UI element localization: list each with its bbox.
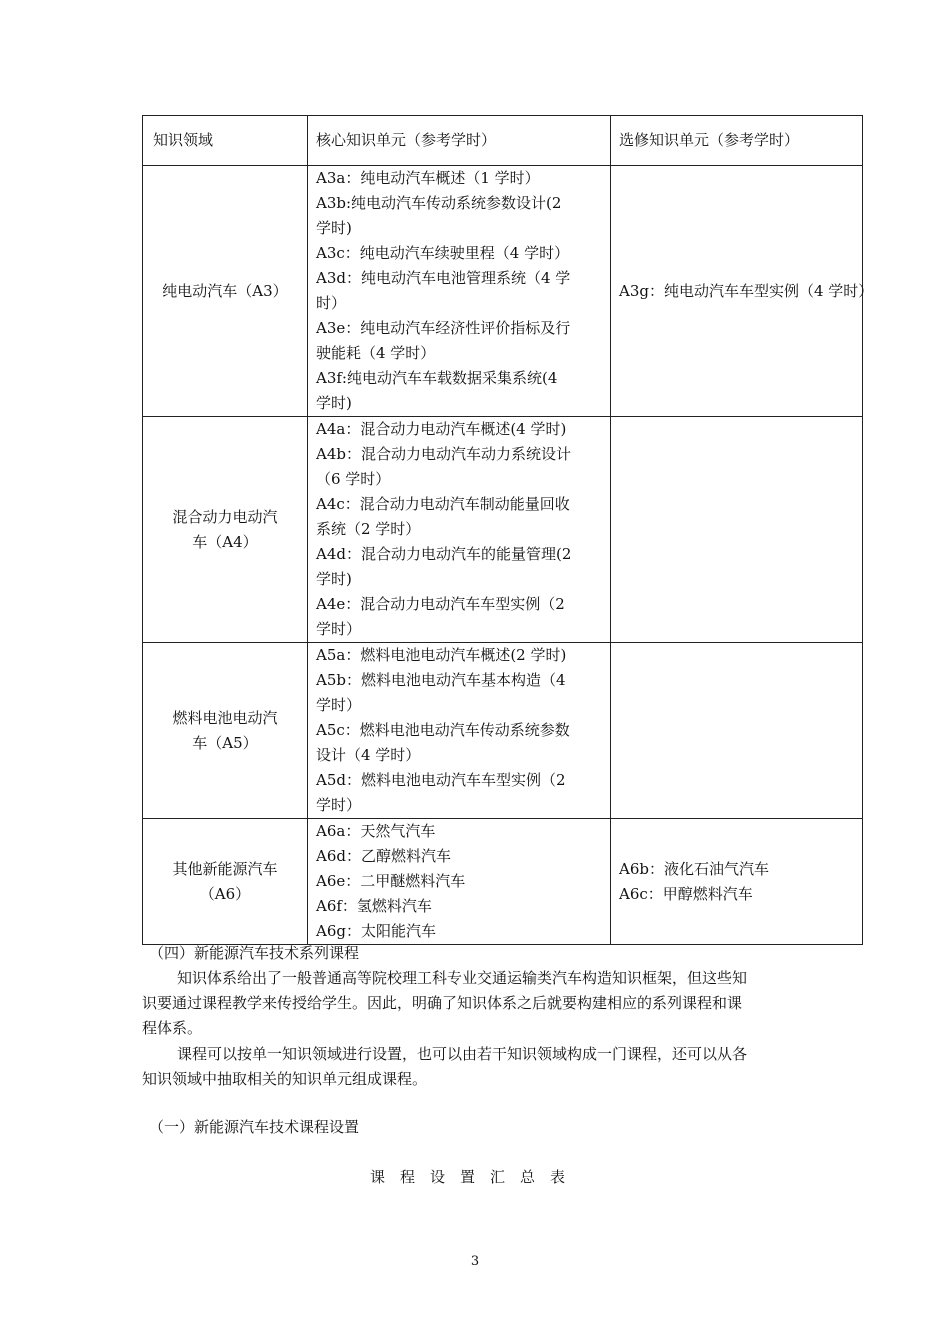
section-heading: （四）新能源汽车技术系列课程 [149, 944, 360, 962]
cell-line: 学时） [316, 796, 362, 814]
table-row [143, 166, 863, 417]
cell-line: 车（A5） [192, 733, 258, 752]
paragraph-line: 知识体系给出了一般普通高等院校理工科专业交通运输类汽车构造知识框架，但这些知 [177, 969, 748, 987]
cell-line: 驶能耗（4 学时） [316, 344, 436, 362]
cell-line: 学时) [316, 570, 352, 588]
table-row [143, 417, 863, 643]
page-number: 3 [470, 1254, 480, 1269]
cell-line: A5c：燃料电池电动汽车传动系统参数 [316, 721, 570, 739]
area-cell [143, 819, 308, 945]
cell-line: 车（A4） [192, 532, 258, 551]
cell-line: A6b：液化石油气汽车 [619, 859, 769, 878]
core-cell [308, 643, 611, 819]
area-cell [143, 643, 308, 819]
cell-line: 混合动力电动汽 [172, 507, 278, 526]
cell-line: A3a：纯电动汽车概述（1 学时） [316, 169, 540, 187]
elective-cell [611, 417, 863, 643]
cell-line: A3c：纯电动汽车续驶里程（4 学时） [316, 244, 570, 262]
table-row [143, 643, 863, 819]
summary-table-title: 课程设置汇总表 [369, 1168, 580, 1186]
cell-line: A5d：燃料电池电动汽车车型实例（2 [316, 771, 566, 789]
elective-cell [611, 643, 863, 819]
cell-line: A4c：混合动力电动汽车制动能量回收 [316, 495, 570, 513]
header-area: 知识领域 [143, 116, 308, 166]
cell-line: 燃料电池电动汽 [172, 708, 278, 727]
cell-line: A6g：太阳能汽车 [316, 922, 436, 940]
cell-line: 纯电动汽车（A3） [162, 281, 288, 300]
paragraph-line: 识要通过课程教学来传授给学生。因此，明确了知识体系之后就要构建相应的系列课程和课 [142, 994, 743, 1012]
cell-line: 学时） [316, 620, 362, 638]
cell-line: 设计（4 学时） [316, 746, 421, 764]
area-cell [143, 166, 308, 417]
cell-line: A4a：混合动力电动汽车概述(4 学时) [316, 420, 567, 438]
cell-line: A3e：纯电动汽车经济性评价指标及行 [316, 319, 571, 337]
cell-line: A6d：乙醇燃料汽车 [316, 847, 451, 865]
cell-line: A3g：纯电动汽车车型实例（4 学时） [619, 281, 874, 300]
elective-cell [611, 819, 863, 945]
header-elective: 选修知识单元（参考学时） [611, 116, 863, 166]
paragraph-line: 课程可以按单一知识领域进行设置，也可以由若干知识领域构成一门课程，还可以从各 [177, 1045, 748, 1063]
core-cell [308, 819, 611, 945]
cell-line: 时） [316, 294, 347, 312]
cell-line: A6e：二甲醚燃料汽车 [316, 872, 466, 890]
core-cell [308, 417, 611, 643]
cell-line: A3b:纯电动汽车传动系统参数设计(2 [316, 194, 562, 212]
cell-line: A5a：燃料电池电动汽车概述(2 学时) [316, 646, 567, 664]
cell-line: A6c：甲醇燃料汽车 [619, 884, 753, 903]
cell-line: A3f:纯电动汽车车载数据采集系统(4 [316, 369, 558, 387]
cell-line: 学时) [316, 394, 352, 412]
header-core: 核心知识单元（参考学时） [308, 116, 611, 166]
cell-line: A6a：天然气汽车 [316, 822, 436, 840]
cell-line: 其他新能源汽车 [172, 859, 278, 878]
cell-line: A5b：燃料电池电动汽车基本构造（4 [316, 671, 566, 689]
core-cell [308, 166, 611, 417]
cell-line: （A6） [199, 884, 251, 903]
cell-line: A4b：混合动力电动汽车动力系统设计 [316, 445, 571, 463]
cell-line: A6f：氢燃料汽车 [316, 897, 432, 915]
paragraph-line: 程体系。 [142, 1019, 203, 1037]
cell-line: A4e：混合动力电动汽车车型实例（2 [316, 595, 565, 613]
cell-line: A4d：混合动力电动汽车的能量管理(2 [316, 545, 572, 563]
subsection-heading: （一）新能源汽车技术课程设置 [149, 1118, 360, 1136]
cell-line: 学时) [316, 219, 352, 237]
table-header-row [143, 116, 863, 166]
cell-line: 系统（2 学时） [316, 520, 421, 538]
area-cell [143, 417, 308, 643]
elective-cell [611, 166, 874, 417]
cell-line: 学时） [316, 696, 362, 714]
table-row [143, 819, 863, 945]
paragraph-line: 知识领域中抽取相关的知识单元组成课程。 [142, 1070, 428, 1088]
knowledge-table [142, 115, 874, 945]
cell-line: A3d：纯电动汽车电池管理系统（4 学 [316, 269, 571, 287]
cell-line: （6 学时） [316, 470, 391, 488]
